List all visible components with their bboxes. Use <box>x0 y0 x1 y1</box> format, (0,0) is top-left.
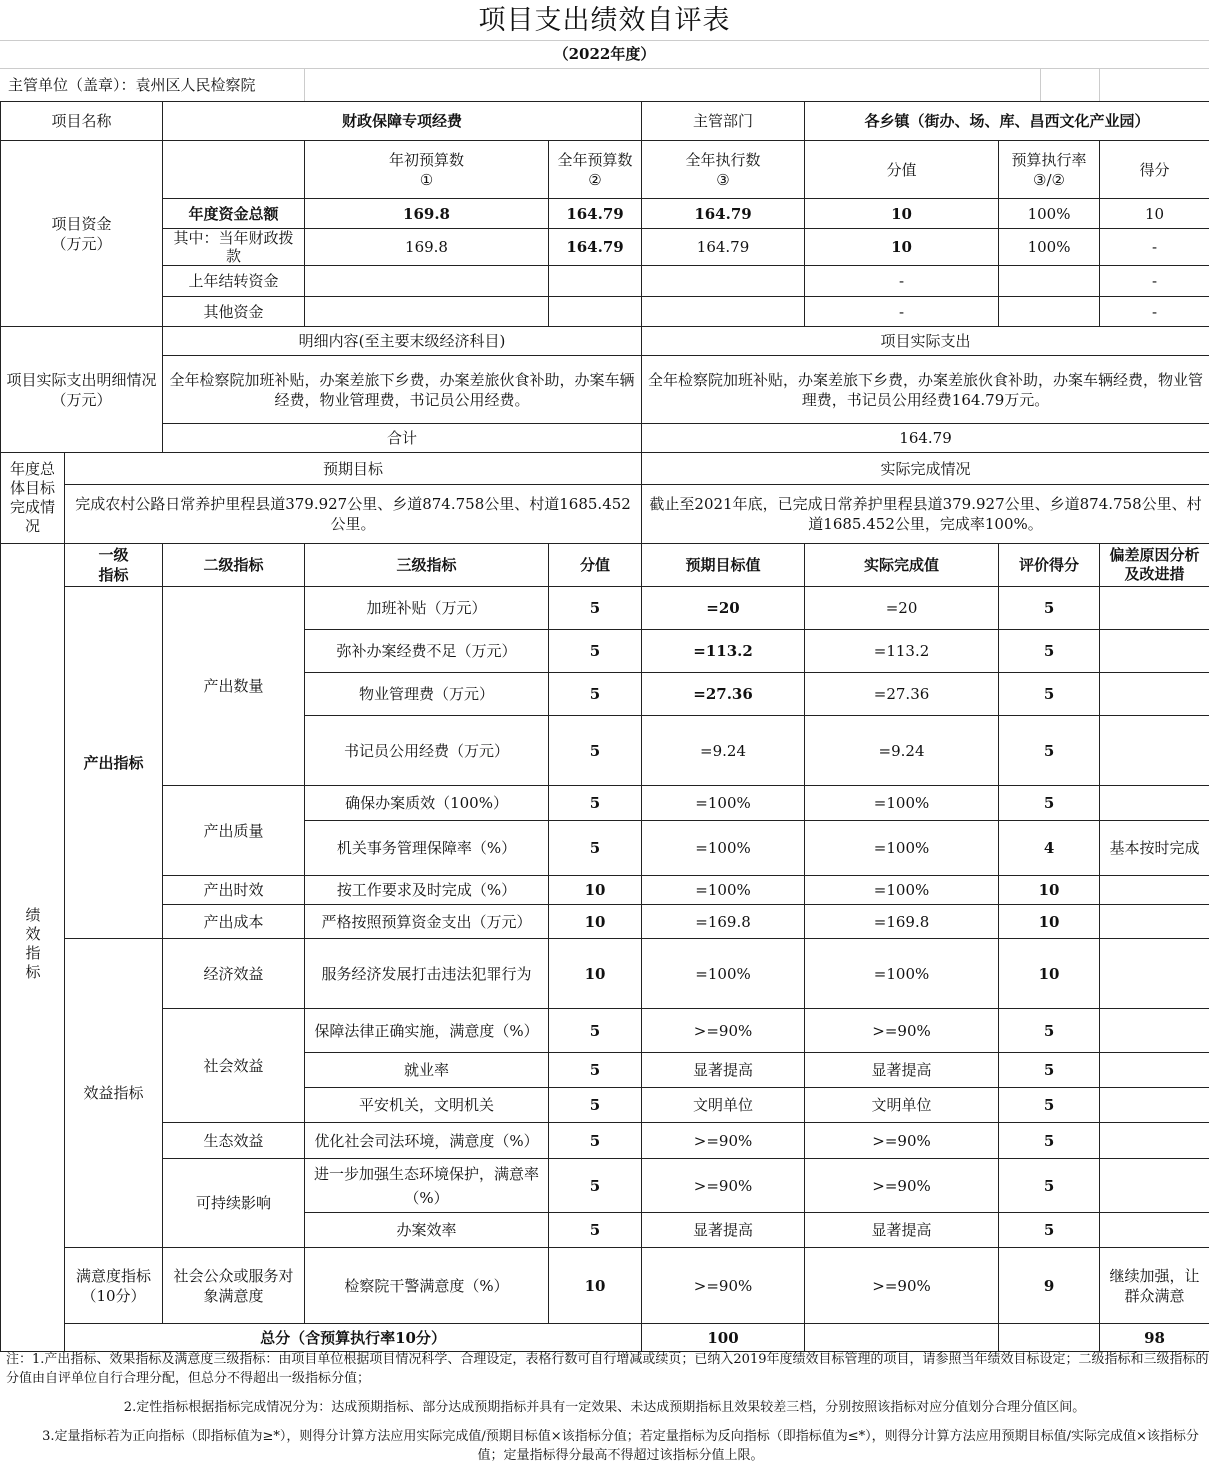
perf-header: 二级指标 <box>163 544 305 587</box>
note-3: 3.定量指标若为正向指标（即指标值为≥*），则得分计算方法应用实际完成值/预期目标值×该指标分值；若定量指标为反向指标（即指标值为≤*），则得分计算方法应用预期目标值/实际完成值×该指标分值；定量指标得分最高不得超过该指标分值上限。 <box>42 1429 1199 1463</box>
note-cell <box>1100 1053 1209 1088</box>
funds-cell <box>642 266 805 297</box>
funds-header: 预算执行率 ③/② <box>999 141 1100 199</box>
target-cell: >=90% <box>642 1159 805 1213</box>
goals-expected-header: 预期目标 <box>65 453 642 485</box>
l3-cell: 加班补贴（万元） <box>305 587 549 630</box>
l2-timeliness: 产出时效 <box>163 876 305 905</box>
score-cell: 5 <box>549 716 642 786</box>
score-cell: 5 <box>549 630 642 673</box>
funds-cell <box>549 266 642 297</box>
l3-cell: 服务经济发展打击违法犯罪行为 <box>305 939 549 1009</box>
eval-cell: 5 <box>999 1213 1100 1248</box>
actual-cell: >=90% <box>805 1009 999 1053</box>
funds-cell: 169.8 <box>305 199 549 229</box>
funds-cell: 164.79 <box>642 229 805 266</box>
l1-output: 产出指标 <box>65 587 163 939</box>
target-cell: =9.24 <box>642 716 805 786</box>
project-name: 财政保障专项经费 <box>163 102 642 141</box>
perf-header: 三级指标 <box>305 544 549 587</box>
actual-cell: =113.2 <box>805 630 999 673</box>
note-cell <box>1100 1159 1209 1213</box>
unit-label: 主管单位（盖章）：袁州区人民检察院 <box>8 76 256 94</box>
note-cell <box>1100 939 1209 1009</box>
eval-cell: 5 <box>999 630 1100 673</box>
page-title: 项目支出绩效自评表 <box>478 5 731 36</box>
eval-cell: 5 <box>999 1159 1100 1213</box>
eval-cell: 4 <box>999 821 1100 876</box>
funds-cell <box>642 297 805 327</box>
eval-cell: 5 <box>999 1123 1100 1159</box>
funds-row-label: 其他资金 <box>163 297 305 327</box>
dept-label: 主管部门 <box>642 102 805 141</box>
funds-cell: 164.79 <box>549 229 642 266</box>
score-cell: 5 <box>549 821 642 876</box>
actual-cell: =100% <box>805 876 999 905</box>
actual-cell: =100% <box>805 786 999 821</box>
score-cell: 10 <box>549 905 642 939</box>
l3-cell: 平安机关，文明机关 <box>305 1088 549 1123</box>
detail-col1-header: 明细内容(至主要末级经济科目) <box>163 327 642 356</box>
eval-cell: 10 <box>999 905 1100 939</box>
project-name-label: 项目名称 <box>1 102 163 141</box>
actual-cell: 显著提高 <box>805 1213 999 1248</box>
l2-eco: 生态效益 <box>163 1123 305 1159</box>
perf-header: 一级 指标 <box>65 544 163 587</box>
funds-cell <box>305 297 549 327</box>
detail-total: 164.79 <box>642 424 1209 453</box>
note-cell <box>1100 786 1209 821</box>
note-1: 注：1.产出指标、效果指标及满意度三级指标：由项目单位根据项目情况科学、合理设定，表格行数可自行增减或续页；已纳入2019年度绩效目标管理的项目，请参照当年绩效目标设定；二级指标和三级指标的分值由自评单位自行合理分配，但总分不得超出一级指标分值； <box>6 1352 1209 1386</box>
funds-cell: 169.8 <box>305 229 549 266</box>
l2-quantity: 产出数量 <box>163 587 305 786</box>
eval-cell: 10 <box>999 876 1100 905</box>
l2-quality: 产出质量 <box>163 786 305 876</box>
funds-cell: 100% <box>999 229 1100 266</box>
detail-total-label: 合计 <box>163 424 642 453</box>
score-cell: 5 <box>549 1053 642 1088</box>
funds-cell: - <box>1100 266 1209 297</box>
actual-cell: =100% <box>805 939 999 1009</box>
note-cell <box>1100 1213 1209 1248</box>
target-cell: =20 <box>642 587 805 630</box>
funds-row-label: 其中：当年财政拨款 <box>163 229 305 266</box>
l3-cell: 保障法律正确实施，满意度（%） <box>305 1009 549 1053</box>
eval-cell: 10 <box>999 939 1100 1009</box>
funds-cell <box>549 297 642 327</box>
funds-cell: - <box>1100 229 1209 266</box>
unit-line <box>0 68 1209 100</box>
l3-cell: 检察院干警满意度（%） <box>305 1248 549 1324</box>
note-cell <box>1100 1009 1209 1053</box>
l3-cell: 书记员公用经费（万元） <box>305 716 549 786</box>
funds-row-label: 上年结转资金 <box>163 266 305 297</box>
eval-cell: 5 <box>999 1053 1100 1088</box>
note-cell <box>1100 630 1209 673</box>
score-cell: 5 <box>549 1123 642 1159</box>
l2-sustain: 可持续影响 <box>163 1159 305 1248</box>
l1-satisfaction: 满意度指标 （10分） <box>65 1248 163 1324</box>
funds-cell: 164.79 <box>549 199 642 229</box>
note-2: 2.定性指标根据指标完成情况分为：达成预期指标、部分达成预期指标并具有一定效果、未达成预期指标且效果较差三档，分别按照该指标对应分值划分合理分值区间。 <box>123 1400 1086 1415</box>
note-cell <box>1100 1123 1209 1159</box>
l3-cell: 确保办案质效（100%） <box>305 786 549 821</box>
funds-cell: 10 <box>805 229 999 266</box>
note-cell: 继续加强，让群众满意 <box>1100 1248 1209 1324</box>
note-cell: 基本按时完成 <box>1100 821 1209 876</box>
goals-label: 年度总体目标完成情况 <box>1 453 65 544</box>
funds-label: 项目资金 （万元） <box>1 141 163 327</box>
l2-cost: 产出成本 <box>163 905 305 939</box>
evaluation-table <box>0 101 1209 1352</box>
page-subtitle: （2022年度） <box>553 45 656 63</box>
l2-social: 社会效益 <box>163 1009 305 1123</box>
actual-cell: 文明单位 <box>805 1088 999 1123</box>
eval-cell: 5 <box>999 786 1100 821</box>
eval-cell: 9 <box>999 1248 1100 1324</box>
target-cell: 显著提高 <box>642 1053 805 1088</box>
note-cell <box>1100 587 1209 630</box>
note-cell <box>1100 673 1209 716</box>
target-cell: =169.8 <box>642 905 805 939</box>
funds-cell <box>999 297 1100 327</box>
eval-cell: 5 <box>999 587 1100 630</box>
detail-col2-header: 项目实际支出 <box>642 327 1209 356</box>
detail-label: 项目实际支出明细情况 （万元） <box>1 327 163 453</box>
perf-header: 预期目标值 <box>642 544 805 587</box>
dept-name: 各乡镇（街办、场、库、昌西文化产业园） <box>805 102 1209 141</box>
target-cell: =113.2 <box>642 630 805 673</box>
l3-cell: 按工作要求及时完成（%） <box>305 876 549 905</box>
actual-cell: 显著提高 <box>805 1053 999 1088</box>
funds-cell: - <box>805 266 999 297</box>
score-cell: 10 <box>549 1248 642 1324</box>
detail-actual: 全年检察院加班补贴，办案差旅下乡费，办案差旅伙食补助，办案车辆经费，物业管理费，书记员公用经费164.79万元。 <box>642 356 1209 424</box>
total-score: 100 <box>642 1324 805 1352</box>
funds-header: 年初预算数 ① <box>305 141 549 199</box>
target-cell: >=90% <box>642 1009 805 1053</box>
l3-cell: 严格按照预算资金支出（万元） <box>305 905 549 939</box>
l2-satisfaction: 社会公众或服务对象满意度 <box>163 1248 305 1324</box>
target-cell: =100% <box>642 786 805 821</box>
funds-cell: 100% <box>999 199 1100 229</box>
detail-content: 全年检察院加班补贴，办案差旅下乡费，办案差旅伙食补助，办案车辆经费，物业管理费，书记员公用经费。 <box>163 356 642 424</box>
actual-cell: =20 <box>805 587 999 630</box>
note-cell <box>1100 1088 1209 1123</box>
l3-cell: 弥补办案经费不足（万元） <box>305 630 549 673</box>
l3-cell: 物业管理费（万元） <box>305 673 549 716</box>
perf-label: 绩效指标 <box>1 544 65 1352</box>
score-cell: 5 <box>549 587 642 630</box>
target-cell: =100% <box>642 939 805 1009</box>
score-cell: 10 <box>549 876 642 905</box>
actual-cell: =100% <box>805 821 999 876</box>
target-cell: =100% <box>642 821 805 876</box>
actual-cell: >=90% <box>805 1123 999 1159</box>
funds-cell: 10 <box>1100 199 1209 229</box>
actual-cell: >=90% <box>805 1248 999 1324</box>
score-cell: 5 <box>549 786 642 821</box>
score-cell: 5 <box>549 673 642 716</box>
eval-cell: 5 <box>999 1009 1100 1053</box>
score-cell: 10 <box>549 939 642 1009</box>
l3-cell: 办案效率 <box>305 1213 549 1248</box>
eval-cell: 5 <box>999 673 1100 716</box>
target-cell: 显著提高 <box>642 1213 805 1248</box>
score-cell: 5 <box>549 1088 642 1123</box>
perf-header: 实际完成值 <box>805 544 999 587</box>
funds-header: 得分 <box>1100 141 1209 199</box>
funds-cell: - <box>1100 297 1209 327</box>
goals-actual-header: 实际完成情况 <box>642 453 1209 485</box>
score-cell: 5 <box>549 1159 642 1213</box>
eval-cell: 5 <box>999 716 1100 786</box>
l3-cell: 进一步加强生态环境保护，满意率（%） <box>305 1159 549 1213</box>
l1-benefit: 效益指标 <box>65 939 163 1248</box>
total-label: 总分（含预算执行率10分） <box>65 1324 642 1352</box>
target-cell: =100% <box>642 876 805 905</box>
goals-expected: 完成农村公路日常养护里程县道379.927公里、乡道874.758公里、村道1685.452公里。 <box>65 485 642 544</box>
note-cell <box>1100 905 1209 939</box>
actual-cell: =27.36 <box>805 673 999 716</box>
funds-header: 分值 <box>805 141 999 199</box>
perf-header: 分值 <box>549 544 642 587</box>
score-cell: 5 <box>549 1009 642 1053</box>
target-cell: >=90% <box>642 1248 805 1324</box>
funds-cell <box>999 266 1100 297</box>
actual-cell: >=90% <box>805 1159 999 1213</box>
funds-cell: - <box>805 297 999 327</box>
funds-header: 全年执行数 ③ <box>642 141 805 199</box>
perf-header: 评价得分 <box>999 544 1100 587</box>
funds-cell: 10 <box>805 199 999 229</box>
note-cell <box>1100 716 1209 786</box>
total-eval: 98 <box>1100 1324 1209 1352</box>
note-cell <box>1100 876 1209 905</box>
perf-header: 偏差原因分析及改进措 <box>1100 544 1209 587</box>
l3-cell: 就业率 <box>305 1053 549 1088</box>
funds-row-label: 年度资金总额 <box>163 199 305 229</box>
l3-cell: 优化社会司法环境，满意度（%） <box>305 1123 549 1159</box>
actual-cell: =169.8 <box>805 905 999 939</box>
target-cell: =27.36 <box>642 673 805 716</box>
funds-cell <box>305 266 549 297</box>
eval-cell: 5 <box>999 1088 1100 1123</box>
target-cell: 文明单位 <box>642 1088 805 1123</box>
funds-cell: 164.79 <box>642 199 805 229</box>
score-cell: 5 <box>549 1213 642 1248</box>
target-cell: >=90% <box>642 1123 805 1159</box>
actual-cell: =9.24 <box>805 716 999 786</box>
goals-actual: 截止至2021年底，已完成日常养护里程县道379.927公里、乡道874.758公里、村道1685.452公里，完成率100%。 <box>642 485 1209 544</box>
funds-header: 全年预算数 ② <box>549 141 642 199</box>
l2-economic: 经济效益 <box>163 939 305 1009</box>
l3-cell: 机关事务管理保障率（%） <box>305 821 549 876</box>
